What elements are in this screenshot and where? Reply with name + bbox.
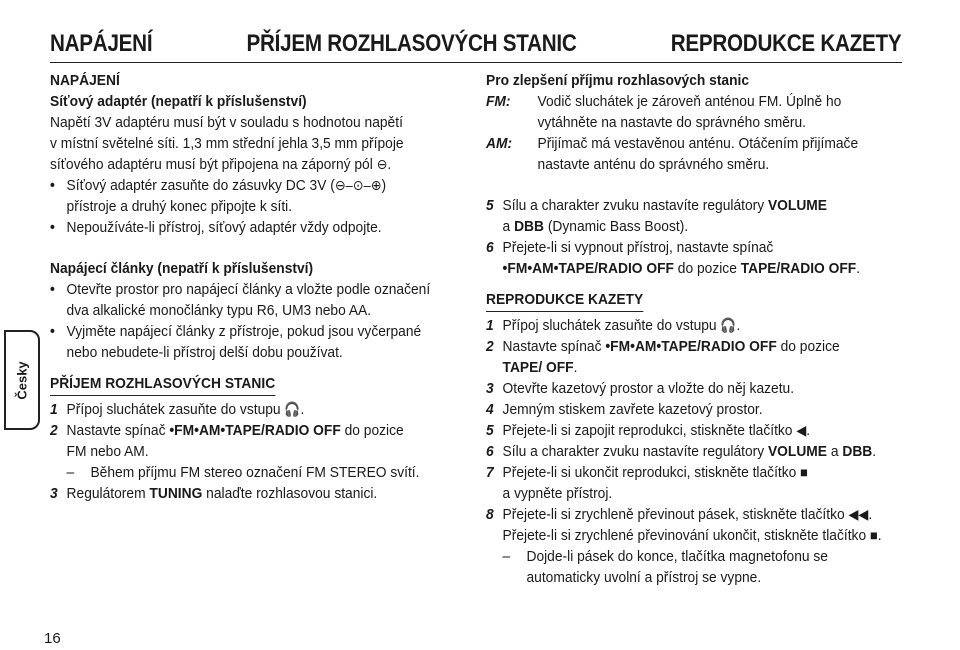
tape-step-3: 3 Otevřte kazetový prostor a vložte do něj kazetu. bbox=[486, 380, 795, 397]
battery-bullet-2: • Vyjměte napájecí články z přístroje, pokud jsou vyčerpané nebo nebudete-li přístroj delší dobu používat. bbox=[50, 323, 422, 361]
header-power: NAPÁJENÍ bbox=[50, 30, 153, 57]
battery-bullet-1: • Otevřte prostor pro napájecí články a vložte podle označení dva alkalické monočlánky typu R6, UM3 nebo AA. bbox=[50, 281, 431, 319]
header-tape: REPRODUKCE KAZETY bbox=[670, 30, 902, 57]
radio-step-6: 6 Přejete-li si vypnout přístroj, nastavte spínač •FM•AM•TAPE/RADIO OFF do pozice TAPE/RADIO OFF. bbox=[486, 239, 861, 277]
adapter-bullet-1: • Síťový adaptér zasuňte do zásuvky DC 3V (⊖–⊙–⊕) přístroje a druhý konec připojte k síti. bbox=[50, 177, 387, 215]
header-rule bbox=[50, 62, 902, 63]
left-column bbox=[50, 70, 470, 504]
headphones-icon: 🎧 bbox=[720, 317, 737, 333]
minus-circle-icon: ⊖ bbox=[376, 156, 388, 172]
tape-step-1: 1 Přípoj sluchátek zasuňte do vstupu 🎧. bbox=[486, 317, 741, 334]
tape-step-8: 8 Přejete-li si zrychleně převinout pásek, stiskněte tlačítko ◀◀. Přejete-li si zrychlené převinování ukončit, stiskněte tlačítko ■. bbox=[486, 506, 882, 544]
page-header bbox=[50, 30, 901, 58]
adapter-para-2: v místní světelné síti. 1,3 mm střední jehla 3,5 mm přípoje bbox=[50, 135, 404, 152]
am-antenna-note: AM: Přijímač má vestavěnou anténu. Otáčením přijímače nastavte anténu do správného směru. bbox=[486, 135, 859, 173]
stop-icon: ■ bbox=[800, 464, 808, 480]
language-tab bbox=[4, 330, 40, 430]
header-radio: PŘÍJEM ROZHLASOVÝCH STANIC bbox=[246, 30, 577, 57]
adapter-title: Síťový adaptér (nepatří k příslušenství) bbox=[50, 93, 307, 110]
radio-step-5: 5 Sílu a charakter zvuku nastavíte regulátory VOLUME a DBB (Dynamic Bass Boost). bbox=[486, 197, 828, 235]
play-icon: ◀ bbox=[796, 422, 807, 438]
power-title: NAPÁJENÍ bbox=[50, 72, 120, 89]
tape-step-6: 6 Sílu a charakter zvuku nastavíte regulátory VOLUME a DBB. bbox=[486, 443, 877, 460]
rewind-icon: ◀◀ bbox=[848, 506, 869, 522]
radio-step-1: 1 Přípoj sluchátek zasuňte do vstupu 🎧. bbox=[50, 401, 305, 418]
radio-step-2: 2 Nastavte spínač •FM•AM•TAPE/RADIO OFF do pozice FM nebo AM. bbox=[50, 422, 404, 460]
radio-step-2-note: – Během příjmu FM stereo označení FM STEREO svítí. bbox=[66, 464, 420, 481]
reception-title: Pro zlepšení příjmu rozhlasových stanic bbox=[486, 72, 750, 89]
adapter-para-1: Napětí 3V adaptéru musí být v souladu s hodnotou napětí bbox=[50, 114, 403, 131]
language-tab-label: Česky bbox=[14, 360, 30, 400]
stop-icon: ■ bbox=[869, 527, 878, 543]
fm-antenna-note: FM: Vodič sluchátek je zároveň anténou FM. Úplně ho vytáhněte na nastavte do správného směru. bbox=[486, 93, 842, 131]
tape-step-8-note: – Dojde-li pásek do konce, tlačítka magnetofonu se automaticky uvolní a přístroj se vypne. bbox=[502, 548, 828, 586]
adapter-para-3: síťového adaptéru musí být připojena na záporný pól ⊖. bbox=[50, 156, 392, 173]
radio-title: PŘÍJEM ROZHLASOVÝCH STANIC bbox=[50, 373, 275, 396]
polarity-icon: ⊖–⊙–⊕ bbox=[334, 177, 382, 193]
tape-step-7: 7 Přejete-li si ukončit reprodukci, stiskněte tlačítko ■ a vypněte přístroj. bbox=[486, 464, 808, 502]
headphones-icon: 🎧 bbox=[284, 401, 301, 417]
radio-step-3: 3 Regulátorem TUNING nalaďte rozhlasovou stanici. bbox=[50, 485, 378, 502]
page-number: 16 bbox=[44, 630, 61, 647]
tape-step-5: 5 Přejete-li si zapojit reprodukci, stiskněte tlačítko ◀. bbox=[486, 422, 811, 439]
adapter-bullet-2: • Nepoužíváte-li přístroj, síťový adaptér vždy odpojte. bbox=[50, 219, 382, 236]
tape-step-4: 4 Jemným stiskem zavřete kazetový prostor. bbox=[486, 401, 763, 418]
right-column bbox=[486, 70, 916, 588]
battery-title: Napájecí články (nepatří k příslušenství) bbox=[50, 260, 314, 277]
tape-step-2: 2 Nastavte spínač •FM•AM•TAPE/RADIO OFF do pozice TAPE/ OFF. bbox=[486, 338, 840, 376]
tape-title: REPRODUKCE KAZETY bbox=[486, 289, 643, 312]
